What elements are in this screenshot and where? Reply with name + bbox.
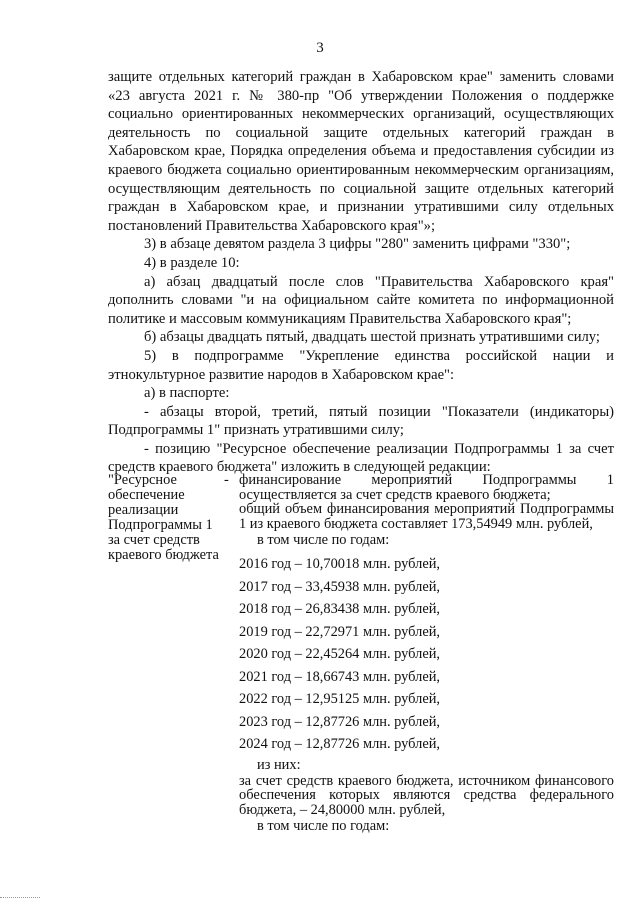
page-number: 3 <box>316 40 324 56</box>
year-line: 2021 год – 18,66743 млн. рублей, <box>239 668 441 685</box>
paragraph: 5) в подпрограмме "Укрепление единства российской нации и этнокультурное развитие народов в Хабаровском крае": <box>108 347 614 383</box>
paragraph: а) в паспорте: <box>144 385 230 402</box>
body-text <box>108 68 614 477</box>
paragraph: - позицию "Ресурсное обеспечение реализации Подпрограммы 1 за счет средств краевого бюджета" изложить в следующей редакции: <box>108 440 614 476</box>
paragraph: 3) в абзаце девятом раздела 3 цифры "280" заменить цифрами "330"; <box>144 236 571 253</box>
by-years-label: в том числе по годам: <box>257 532 390 548</box>
federal-text: за счет средств краевого бюджета, источником финансового обеспечения которых являются средства федерального бюджета, – 24,80000 млн. рублей, <box>239 772 614 818</box>
page-edge-mark <box>0 893 40 898</box>
table-dash: - <box>224 472 229 488</box>
year-line: 2018 год – 26,83438 млн. рублей, <box>239 601 441 617</box>
total-text: общий объем финансирования мероприятий Подпрограммы 1 из краевого бюджета составляет 173,54949 млн. рублей, <box>239 501 614 532</box>
year-line: 2024 год – 12,87726 млн. рублей, <box>239 736 441 752</box>
table-left-label: "Ресурсное обеспечение реализации Подпрограммы 1 за счет средств краевого бюджета <box>108 472 219 563</box>
years-list <box>239 553 614 756</box>
paragraph: 4) в разделе 10: <box>144 254 240 271</box>
of-them-label: из них: <box>257 756 301 773</box>
paragraph: а) абзац двадцатый после слов "Правительства Хабаровского края" дополнить словами "и на официальном сайте комитета по информационной политике и массовым коммуникациям Правительства Хабаровского края"; <box>108 273 614 327</box>
year-line: 2020 год – 22,45264 млн. рублей, <box>239 646 441 662</box>
table-right-content <box>239 473 614 835</box>
year-line: 2017 год – 33,45938 млн. рублей, <box>239 578 441 595</box>
year-line: 2019 год – 22,72971 млн. рублей, <box>239 623 441 640</box>
financing-text: финансирование мероприятий Подпрограммы 1 осуществляется за счет средств краевого бюджета; <box>239 472 614 503</box>
year-line: 2022 год – 12,95125 млн. рублей, <box>239 691 441 707</box>
paragraph: б) абзацы двадцать пятый, двадцать шестой признать утратившими силу; <box>144 329 600 346</box>
by-years-label-2: в том числе по годам: <box>257 818 390 834</box>
paragraph: защите отдельных категорий граждан в Хабаровском крае" заменить словами «23 августа 2021 г. № 380-пр "Об утверждении Положения о поддержке социально ориентированных некоммерческих организаций, осуществляющих деятельность по социальной защите отдельных категорий граждан в Хабаровском крае, Порядка определения объема и предоставления субсидии из краевого бюджета социально ориентированным некоммерческим организациям, осуществляющим деятельность по социальной защите отдельных категорий граждан в Хабаровском крае, и признании утратившими силу отдельных постановлений Правительства Хабаровского края"»; <box>108 69 614 234</box>
year-line: 2023 год – 12,87726 млн. рублей, <box>239 713 441 730</box>
year-line: 2016 год – 10,70018 млн. рублей, <box>239 556 441 572</box>
paragraph: - абзацы второй, третий, пятый позиции "Показатели (индикаторы) Подпрограммы 1" признать утратившими силу; <box>108 403 614 439</box>
